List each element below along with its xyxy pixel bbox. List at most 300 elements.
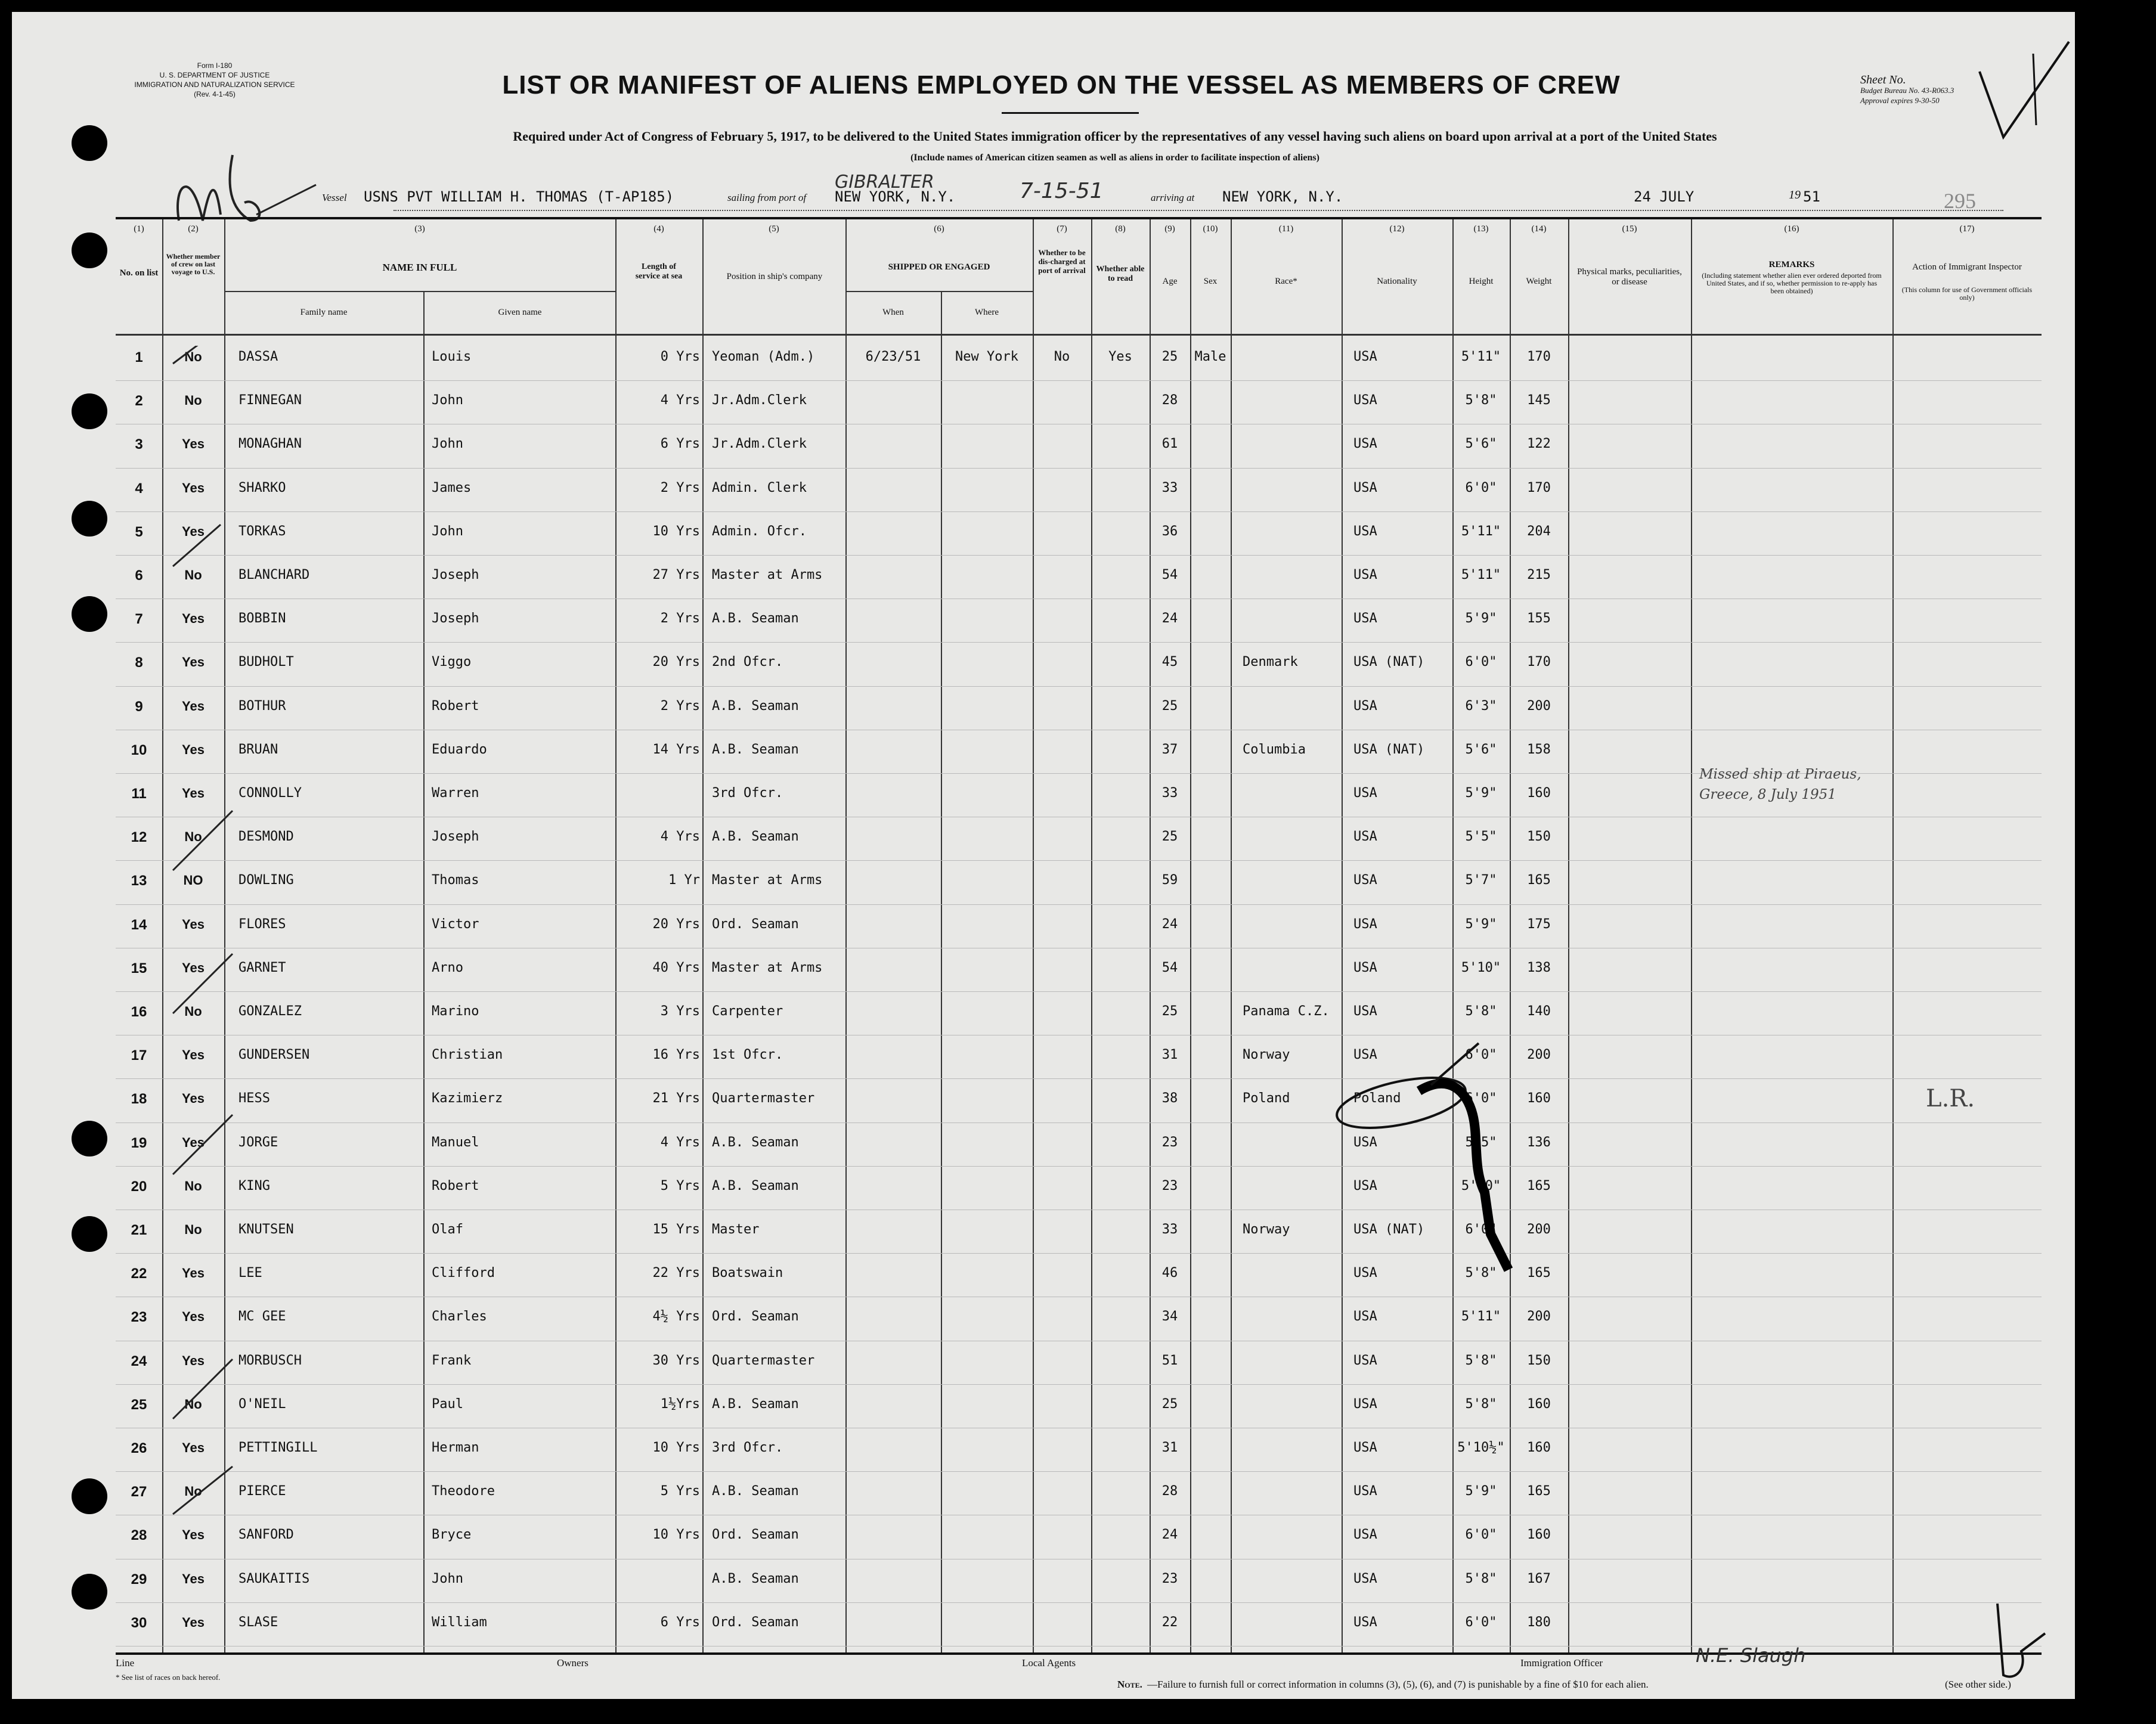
cell-svc: 10 Yrs [652,1527,700,1543]
sheet-number-label: Sheet No. [1860,73,1906,86]
cell-ht: 6'0" [1465,1527,1497,1543]
cell-pos: Jr.Adm.Clerk [712,393,807,408]
cell-pos: Ord. Seaman [712,1614,799,1630]
cell-ht: 5'11" [1461,349,1501,364]
cell-fam: CONNOLLY [238,786,302,801]
form-number: Form I-180 [197,61,233,70]
page-stamp-number: 295 [1944,189,1976,213]
col-num-10: (10) [1203,224,1218,234]
table-row [116,948,2042,992]
col-head-given-name: Given name [498,308,542,317]
cell-given: Robert [432,1178,479,1193]
punch-hole [72,596,107,632]
cell-ht: 5'6" [1465,742,1497,757]
cell-prev: No [184,568,202,582]
inspector-initials: L.R. [1926,1085,1975,1112]
col-num-5: (5) [769,224,779,234]
cell-wt: 158 [1527,742,1551,757]
col-head-age: Age [1162,277,1178,286]
cell-given: Joseph [432,611,479,627]
cell-ht: 5'10" [1461,1178,1501,1193]
cell-fam: SLASE [238,1614,278,1630]
cell-wt: 200 [1527,698,1551,714]
cell-wt: 200 [1527,1047,1551,1063]
cell-ht: 5'9" [1465,1484,1497,1499]
cell-given: Thomas [432,873,479,888]
cell-nat: USA [1353,393,1377,408]
cell-wt: 170 [1527,349,1551,364]
cell-fam: DESMOND [238,829,294,845]
cell-wt: 170 [1527,480,1551,495]
cell-given: Frank [432,1353,472,1368]
cell-where: New York [955,349,1018,364]
table-row [116,1210,2042,1254]
table-row [116,861,2042,904]
cell-given: Marino [432,1004,479,1019]
col-num-9: (9) [1164,224,1175,234]
cell-ht: 6'0" [1465,1222,1497,1237]
col-head-when: When [882,308,904,317]
cell-nat: USA [1353,1396,1377,1412]
cell-wt: 145 [1527,393,1551,408]
cell-n: 26 [131,1440,147,1456]
cell-ht: 5'10½" [1457,1440,1505,1455]
cell-n: 8 [135,655,143,671]
cell-nat: USA [1353,1178,1377,1193]
table-row [116,1035,2042,1079]
cell-prev: No [184,1484,202,1499]
cell-pos: A.B. Seaman [712,1396,799,1412]
cell-n: 28 [131,1527,147,1544]
cell-ht: 5'5" [1465,1134,1497,1150]
cell-n: 12 [131,829,147,846]
cell-n: 5 [135,523,143,540]
cell-age: 36 [1161,523,1178,539]
title-underline [1002,112,1139,114]
checkmark-icon [1962,36,2081,167]
cell-age: 54 [1161,960,1178,975]
cell-fam: BOBBIN [238,611,286,627]
cell-prev: Yes [182,611,205,627]
cell-pos: Jr.Adm.Clerk [712,436,807,452]
cell-age: 25 [1161,349,1178,364]
table-row [116,1559,2042,1603]
cell-pos: 2nd Ofcr. [712,655,783,670]
punch-hole [72,125,107,161]
cell-prev: No [184,1396,202,1412]
cell-nat: USA [1353,829,1377,845]
sailing-label: sailing from port of [727,192,807,203]
cell-age: 31 [1161,1440,1178,1455]
cell-prev: No [184,393,202,408]
cell-nat: USA [1353,1527,1377,1543]
punch-hole [72,1574,107,1610]
budget-bureau-number: Budget Bureau No. 43-R063.3 [1860,86,1954,95]
table-row [116,1515,2042,1559]
cell-nat: USA [1353,1614,1377,1630]
table-row [116,337,2042,381]
cell-ht: 6'0" [1465,1614,1497,1630]
col-head-discharged: Whether to be dis-charged at port of arrival [1038,248,1086,275]
cell-svc: 6 Yrs [660,1614,700,1630]
cell-svc: 3 Yrs [660,1004,700,1019]
cell-nat: USA [1353,1484,1377,1499]
cell-pos: Ord. Seaman [712,1527,799,1543]
cell-nat: USA [1353,611,1377,627]
cell-prev: No [184,1222,202,1237]
cell-prev: Yes [182,1440,205,1455]
cell-given: Clifford [432,1266,495,1281]
cell-given: John [432,436,463,452]
cell-n: 22 [131,1266,147,1282]
cell-n: 23 [131,1309,147,1326]
cell-svc: 1 Yr [668,873,700,888]
ink-blot [1330,1037,1544,1276]
cell-given: Kazimierz [432,1091,503,1106]
cell-ht: 5'8" [1465,1266,1497,1281]
cell-ht: 5'9" [1465,786,1497,801]
cell-age: 38 [1161,1091,1178,1106]
cell-n: 21 [131,1222,147,1238]
col-head-action: Action of Immigrant Inspector [1912,262,2022,272]
cell-prev: Yes [182,916,205,932]
table-row [116,1167,2042,1210]
cell-ht: 6'0" [1465,655,1497,670]
table-row [116,992,2042,1035]
cell-n: 10 [131,742,147,758]
arrival-year-prefix: 19 [1789,188,1801,201]
cell-svc: 21 Yrs [652,1091,700,1106]
table-row [116,687,2042,730]
cell-age: 51 [1161,1353,1178,1368]
cell-pos: A.B. Seaman [712,742,799,757]
cell-given: Manuel [432,1134,479,1150]
cell-age: 33 [1161,786,1178,801]
arrival-year: 51 [1803,188,1820,205]
cell-when: 6/23/51 [865,349,921,364]
cell-svc: 0 Yrs [660,349,700,364]
cell-fam: FINNEGAN [238,393,302,408]
cell-wt: 150 [1527,829,1551,845]
cell-nat: USA [1353,1004,1377,1019]
cell-ht: 6'3" [1465,698,1497,714]
cell-fam: SANFORD [238,1527,294,1543]
cell-n: 4 [135,480,143,497]
cell-pos: Master at Arms [712,873,823,888]
cell-ht: 5'7" [1465,873,1497,888]
cell-age: 24 [1161,916,1178,932]
cell-svc: 4 Yrs [660,393,700,408]
col-head-action-note: (This column for use of Government officials only) [1901,286,2033,302]
cell-age: 24 [1161,611,1178,627]
legal-subtitle: Required under Act of Congress of February 5, 1917, to be delivered to the United States immigration officer by the representatives of any vessel having such aliens on board upon arrival at a port of the United States [513,129,1717,144]
cell-wt: 175 [1527,916,1551,932]
cell-given: Viggo [432,655,472,670]
cell-wt: 160 [1527,786,1551,801]
cell-prev: Yes [182,1571,205,1586]
cell-age: 54 [1161,568,1178,582]
cell-ht: 5'8" [1465,1353,1497,1368]
cell-n: 16 [131,1004,147,1020]
col-head-family-name: Family name [300,308,348,317]
cell-svc: 40 Yrs [652,960,700,975]
cell-fam: PIERCE [238,1484,286,1499]
table-row [116,643,2042,686]
cell-ht: 6'0" [1465,1047,1497,1063]
cell-given: Robert [432,698,479,714]
cell-fam: FLORES [238,916,286,932]
col-num-15: (15) [1622,224,1637,234]
header-divider [116,334,2042,336]
cell-nat: USA (NAT) [1353,655,1425,670]
cell-n: 25 [131,1396,147,1413]
cell-svc: 10 Yrs [652,1440,700,1455]
crew-table [116,217,2042,1655]
cell-ht: 5'11" [1461,1309,1501,1325]
col-num-2: (2) [188,224,199,234]
cell-prev: Yes [182,1353,205,1368]
punch-hole [72,232,107,268]
cell-pos: 3rd Ofcr. [712,1440,783,1455]
cell-wt: 150 [1527,1353,1551,1368]
cell-given: Joseph [432,568,479,582]
cell-ht: 6'0" [1465,480,1497,495]
table-row [116,1254,2042,1297]
cell-svc: 2 Yrs [660,611,700,627]
document-title: LIST OR MANIFEST OF ALIENS EMPLOYED ON THE VESSEL AS MEMBERS OF CREW [502,70,1621,100]
cell-age: 31 [1161,1047,1178,1063]
cell-given: Charles [432,1309,487,1325]
cell-given: Paul [432,1396,463,1412]
table-row [116,1472,2042,1515]
cell-wt: 165 [1527,1178,1551,1193]
cell-n: 27 [131,1484,147,1500]
cell-race: Poland [1243,1091,1290,1106]
col-head-nationality: Nationality [1377,277,1417,286]
cell-nat: USA [1353,1134,1377,1150]
cell-given: Victor [432,916,479,932]
punch-hole [72,393,107,429]
cell-age: 34 [1161,1309,1178,1325]
cell-fam: GONZALEZ [238,1004,302,1019]
cell-age: 25 [1161,829,1178,845]
table-row [116,599,2042,643]
cell-pos: Carpenter [712,1004,783,1019]
cell-age: 46 [1161,1266,1178,1281]
cell-age: 28 [1161,1484,1178,1499]
cell-wt: 165 [1527,1266,1551,1281]
cell-ht: 5'8" [1465,1571,1497,1586]
col-num-3: (3) [414,224,425,234]
cell-n: 3 [135,436,143,453]
col-num-7: (7) [1057,224,1067,234]
cell-ht: 5'5" [1465,829,1497,845]
col-num-6: (6) [934,224,944,234]
cell-prev: Yes [182,1091,205,1106]
cell-pos: Master [712,1222,760,1237]
cell-fam: MORBUSCH [238,1353,302,1368]
col-head-no-on-list: No. on list [119,268,159,278]
cell-svc: 14 Yrs [652,742,700,757]
officer-signature: N.E. Slaugh [1696,1644,1806,1667]
cell-ht: 5'11" [1461,523,1501,539]
col-num-13: (13) [1473,224,1489,234]
cell-prev: Yes [182,1614,205,1630]
cell-fam: BUDHOLT [238,655,294,670]
col-num-8: (8) [1115,224,1126,234]
cell-svc: 4 Yrs [660,829,700,845]
cell-n: 9 [135,698,143,715]
cell-svc: 10 Yrs [652,523,700,539]
col-head-last-voyage: Whether member of crew on last voyage to U.S. [166,252,221,276]
cell-n: 2 [135,393,143,410]
table-row [116,1341,2042,1385]
cell-given: John [432,523,463,539]
cell-given: Olaf [432,1222,463,1237]
cell-wt: 160 [1527,1091,1551,1106]
form-id-block [95,61,334,99]
punch-hole [72,1478,107,1514]
cell-fam: KING [238,1178,270,1193]
cell-n: 20 [131,1178,147,1195]
cell-ht: 5'6" [1465,436,1497,452]
cell-nat: USA [1353,873,1377,888]
col-head-weight: Weight [1526,277,1552,286]
cell-svc: 1½Yrs [660,1396,700,1412]
cell-fam: PETTINGILL [238,1440,318,1455]
cell-prev: No [184,829,202,845]
table-row [116,381,2042,424]
cell-svc: 4½ Yrs [652,1309,700,1325]
cell-prev: Yes [182,1309,205,1325]
cell-age: 45 [1161,655,1178,670]
cell-race: Panama C.Z. [1243,1004,1330,1019]
cell-svc: 16 Yrs [652,1047,700,1063]
cell-fam: BRUAN [238,742,278,757]
cell-n: 7 [135,611,143,628]
cell-ht: 5'8" [1465,1396,1497,1412]
cell-age: 59 [1161,873,1178,888]
cell-pos: Ord. Seaman [712,1309,799,1325]
cell-wt: 136 [1527,1134,1551,1150]
fine-note: —Failure to furnish full or correct information in columns (3), (5), (6), and (7) is punishable by a fine of $10 for each alien. [1147,1679,1649,1690]
arriving-port: NEW YORK, N.Y. [1222,188,1343,205]
cell-prev: Yes [182,655,205,670]
cell-wt: 138 [1527,960,1551,975]
cell-nat: USA [1353,1309,1377,1325]
cell-prev: NO [183,873,203,888]
cell-fam: TORKAS [238,523,286,539]
cell-wt: 160 [1527,1440,1551,1455]
approval-expiry: Approval expires 9-30-50 [1860,96,1940,105]
cell-wt: 160 [1527,1396,1551,1412]
cell-nat: USA [1353,349,1377,364]
cell-svc: 30 Yrs [652,1353,700,1368]
vessel-name: USNS PVT WILLIAM H. THOMAS (T-AP185) [364,188,674,205]
table-row [116,1385,2042,1428]
cell-age: 23 [1161,1134,1178,1150]
cell-pos: A.B. Seaman [712,611,799,627]
cell-prev: No [184,1178,202,1193]
col-head-position: Position in ship's company [726,272,823,281]
check-marks-column-2 [167,346,274,1538]
cell-n: 14 [131,916,147,933]
cell-wt: 140 [1527,1004,1551,1019]
table-row [116,1603,2042,1647]
col-num-11: (11) [1278,224,1294,234]
col-head-remarks: REMARKS [1768,260,1815,269]
cell-pos: A.B. Seaman [712,829,799,845]
cell-pos: Master at Arms [712,568,823,582]
col-head-where: Where [975,308,999,317]
footer-owners-label: Owners [557,1657,588,1669]
col-head-service: Length of service at sea [635,262,683,281]
cell-prev: Yes [182,698,205,714]
col-num-14: (14) [1531,224,1547,234]
vessel-line-rule [394,210,2003,211]
race-footnote: * See list of races on back hereof. [116,1673,221,1682]
cell-pos: Quartermaster [712,1091,815,1106]
cell-ht: 5'9" [1465,916,1497,932]
cell-pos: A.B. Seaman [712,1571,799,1586]
cell-svc: 20 Yrs [652,916,700,932]
cell-prev: Yes [182,1527,205,1543]
cell-wt: 165 [1527,1484,1551,1499]
col-head-name-in-full: NAME IN FULL [382,262,457,273]
note-label: Note. [1117,1679,1142,1690]
cell-nat: USA (NAT) [1353,1222,1425,1237]
arriving-label: arriving at [1151,192,1195,203]
cell-given: Eduardo [432,742,487,757]
cell-age: 25 [1161,1004,1178,1019]
cell-pos: Admin. Ofcr. [712,523,807,539]
cell-read: Yes [1108,349,1132,364]
sailing-port-handwritten: GIBRALTER [835,172,934,193]
cell-pos: A.B. Seaman [712,1484,799,1499]
cell-given: Arno [432,960,463,975]
cell-given: Christian [432,1047,503,1063]
cell-pos: Admin. Clerk [712,480,807,495]
table-row [116,1297,2042,1341]
cell-wt: 165 [1527,873,1551,888]
cell-nat: USA [1353,786,1377,801]
cell-fam: SHARKO [238,480,286,495]
cell-age: 33 [1161,480,1178,495]
cell-fam: MONAGHAN [238,436,302,452]
cell-nat: USA [1353,1353,1377,1368]
cell-age: 25 [1161,1396,1178,1412]
cell-svc: 6 Yrs [660,436,700,452]
footer-line-label: Line [116,1657,135,1669]
cell-n: 18 [131,1091,147,1108]
cell-fam: DOWLING [238,873,294,888]
cell-given: William [432,1614,487,1630]
cell-nat: USA [1353,523,1377,539]
table-row [116,1079,2042,1123]
form-footer [116,1644,2042,1697]
cell-fam: HESS [238,1091,270,1106]
manifest-sheet [12,12,2075,1699]
cell-ht: 5'8" [1465,393,1497,408]
cell-prev: Yes [182,1134,205,1150]
cell-ht: 5'8" [1465,1004,1497,1019]
cell-prev: Yes [182,1266,205,1281]
cell-nat: USA [1353,698,1377,714]
punch-hole [72,1121,107,1156]
cell-age: 37 [1161,742,1178,757]
cell-nat: USA [1353,436,1377,452]
cell-nat: USA [1353,1440,1377,1455]
